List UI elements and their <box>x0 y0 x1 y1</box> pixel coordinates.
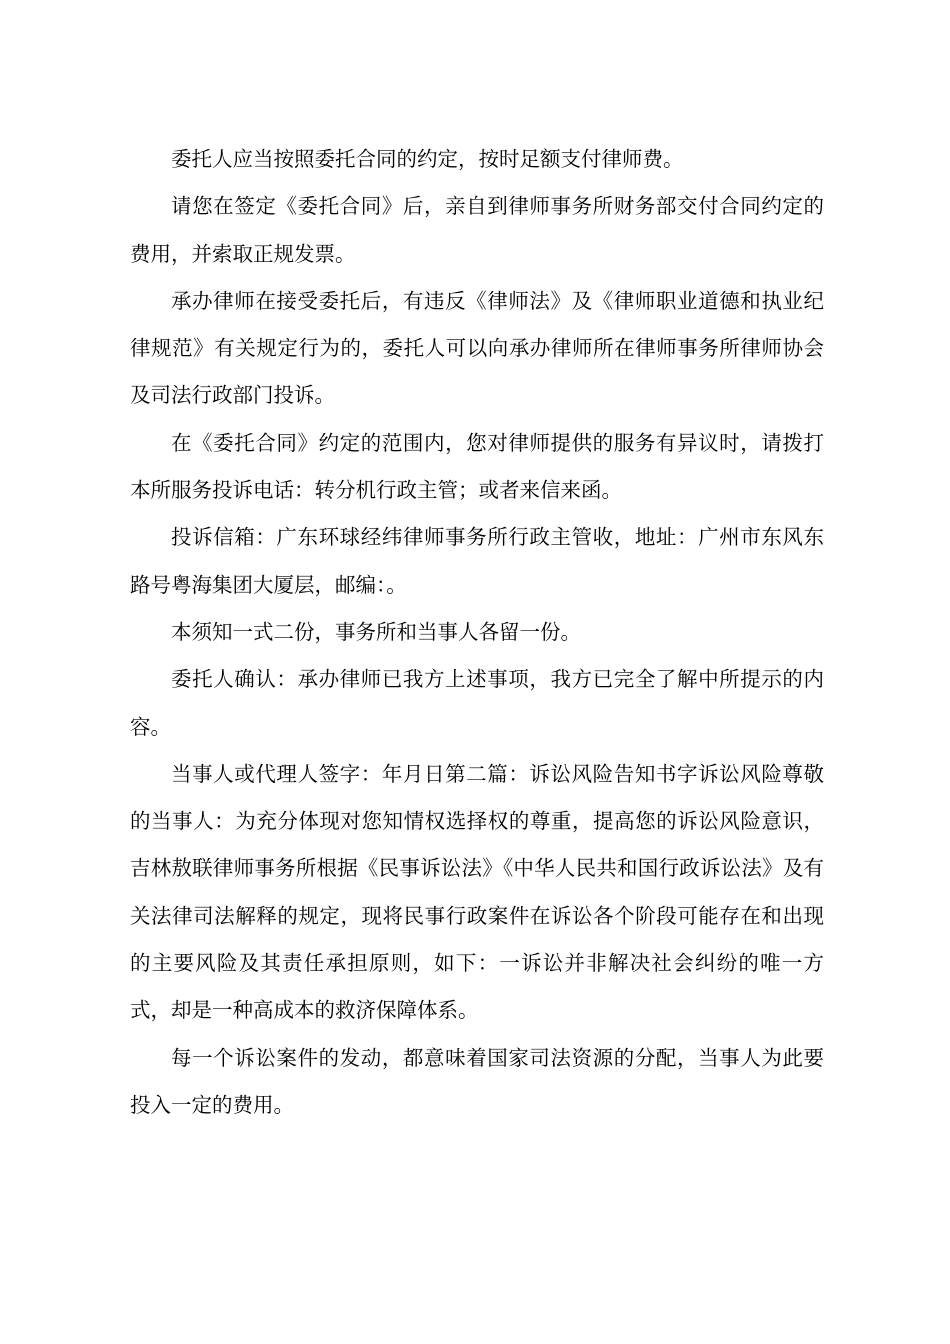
paragraph-complaint-phone: 在《委托合同》约定的范围内，您对律师提供的服务有异议时，请拨打本所服务投诉电话：转分机行政主管；或者来信来函。 <box>130 430 824 503</box>
paragraph-contract-fee: 请您在签定《委托合同》后，亲自到律师事务所财务部交付合同约定的费用，并索取正规发票。 <box>130 194 824 266</box>
paragraph-fee-payment: 委托人应当按照委托合同的约定，按时足额支付律师费。 <box>171 147 684 171</box>
document-body <box>130 136 824 1129</box>
paragraph-copies: 本须知一式二份，事务所和当事人各留一份。 <box>171 619 581 644</box>
paragraph-complaint-mailbox: 投诉信箱：广东环球经纬律师事务所行政主管收，地址：广州市东风东路号粤海集团大厦层，邮编：。 <box>130 525 824 597</box>
paragraph-client-confirmation: 委托人确认：承办律师已我方上述事项，我方已完全了解中所提示的内容。 <box>130 667 824 739</box>
paragraph-litigation-cost: 每一个诉讼案件的发动，都意味着国家司法资源的分配，当事人为此要投入一定的费用。 <box>130 1045 824 1117</box>
paragraph-litigation-risk-notice: 当事人或代理人签字：年月日第二篇：诉讼风险告知书字诉讼风险尊敬的当事人：为充分体现对您知情权选择权的尊重，提高您的诉讼风险意识，吉林敖联律师事务所根据《民事诉讼法》《中华人民共和国行政诉讼法》及有关法律司法解释的规定，现将民事行政案件在诉讼各个阶段可能存在和出现的主要风险及其责任承担原则，如下：一诉讼并非解决社会纠纷的唯一方式，却是一种高成本的救济保障体系。 <box>130 761 824 1023</box>
paragraph-complaint-rights: 承办律师在接受委托后，有违反《律师法》及《律师职业道德和执业纪律规范》有关规定行为的，委托人可以向承办律师所在律师事务所律师协会及司法行政部门投诉。 <box>130 288 824 408</box>
